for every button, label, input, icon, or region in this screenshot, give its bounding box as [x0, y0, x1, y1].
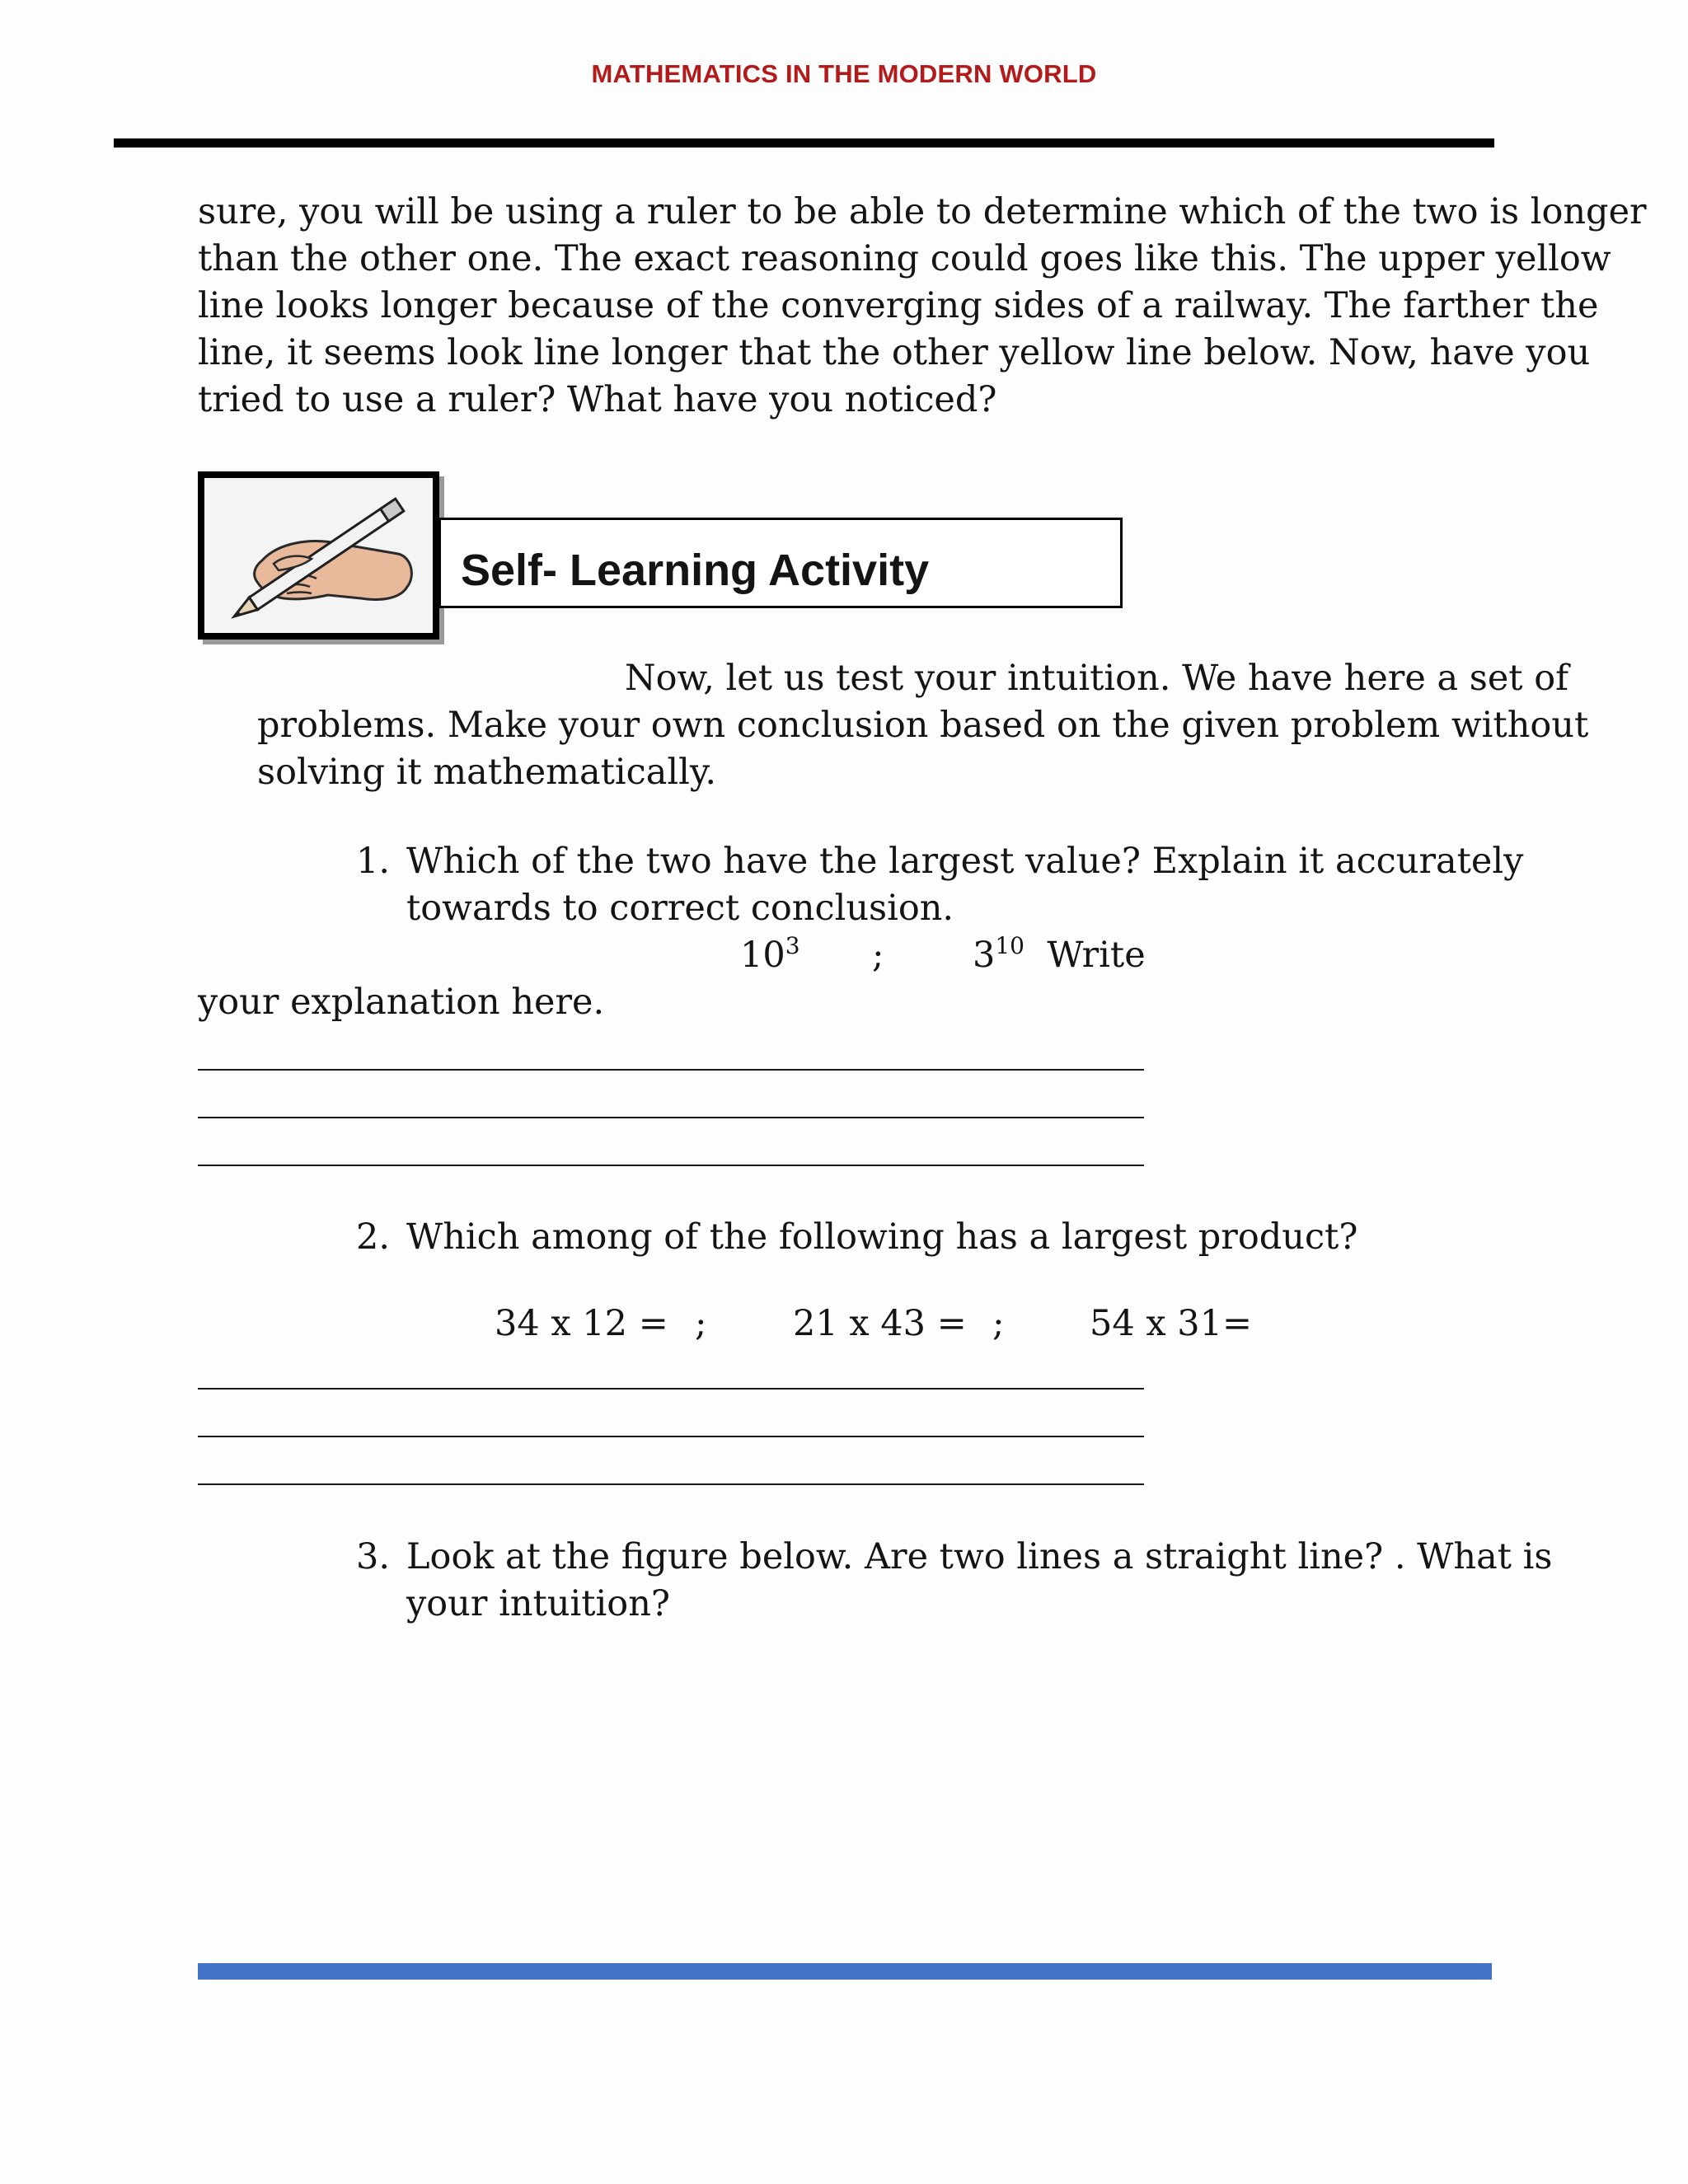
product-1: 34 x 12 =: [495, 1303, 668, 1344]
answer-line-1[interactable]: [198, 1069, 1144, 1071]
question-3-number: 3.: [356, 1536, 391, 1577]
power-three-tenth: [973, 932, 1146, 979]
product-3: 54 x 31=: [1090, 1303, 1253, 1344]
answer-line-6[interactable]: [198, 1483, 1144, 1485]
intro-paragraph: [198, 189, 1647, 424]
instructions-line: Now, let us test your intuition. We have here a set of: [625, 658, 1569, 699]
answer-line-4[interactable]: [198, 1388, 1144, 1390]
instructions-line: solving it mathematically.: [257, 752, 717, 793]
paragraph-line: sure, you will be using a ruler to be able to determine which of the two is longer: [198, 191, 1647, 232]
power-ten-cubed: [740, 932, 800, 979]
activity-title-box: [438, 518, 1123, 608]
answer-line-2[interactable]: [198, 1117, 1144, 1118]
answer-line-5[interactable]: [198, 1436, 1144, 1437]
footer-bar: [198, 1963, 1492, 1980]
question-1-number: 1.: [356, 841, 391, 882]
question-2-number: 2.: [356, 1216, 391, 1258]
question-1-text: towards to correct conclusion.: [406, 888, 954, 929]
activity-title: Self- Learning Activity: [461, 546, 930, 595]
question-3-text: your intuition?: [406, 1583, 670, 1624]
question-3-text: Look at the figure below. Are two lines a straight line? . What is: [406, 1536, 1553, 1577]
separator: ;: [992, 1303, 1005, 1344]
header-title: MATHEMATICS IN THE MODERN WORLD: [591, 59, 1097, 88]
answer-line-3[interactable]: [198, 1165, 1144, 1166]
header-rule: [114, 138, 1494, 148]
question-1-text: Which of the two have the largest value? Explain it accurately: [406, 841, 1524, 882]
question-2-text: Which among of the following has a largest product?: [406, 1216, 1358, 1258]
power-b-base: 3: [973, 935, 996, 976]
question-1-prompt: your explanation here.: [198, 982, 605, 1023]
paragraph-line: tried to use a ruler? What have you noticed?: [198, 379, 997, 420]
product-2: 21 x 43 =: [793, 1303, 967, 1344]
power-a-exponent: 3: [785, 932, 800, 959]
paragraph-line: line looks longer because of the converging sides of a railway. The farther the: [198, 285, 1599, 326]
write-label: Write: [1047, 935, 1146, 976]
power-b-exponent: 10: [995, 932, 1025, 959]
separator: ;: [872, 935, 884, 976]
paragraph-line: line, it seems look line longer that the other yellow line below. Now, have you: [198, 332, 1591, 373]
instructions-line: problems. Make your own conclusion based on the given problem without: [257, 705, 1589, 746]
hand-writing-with-pencil-icon: [198, 471, 439, 640]
separator: ;: [695, 1303, 707, 1344]
paragraph-line: than the other one. The exact reasoning could goes like this. The upper yellow: [198, 238, 1611, 279]
power-a-base: 10: [740, 935, 785, 976]
